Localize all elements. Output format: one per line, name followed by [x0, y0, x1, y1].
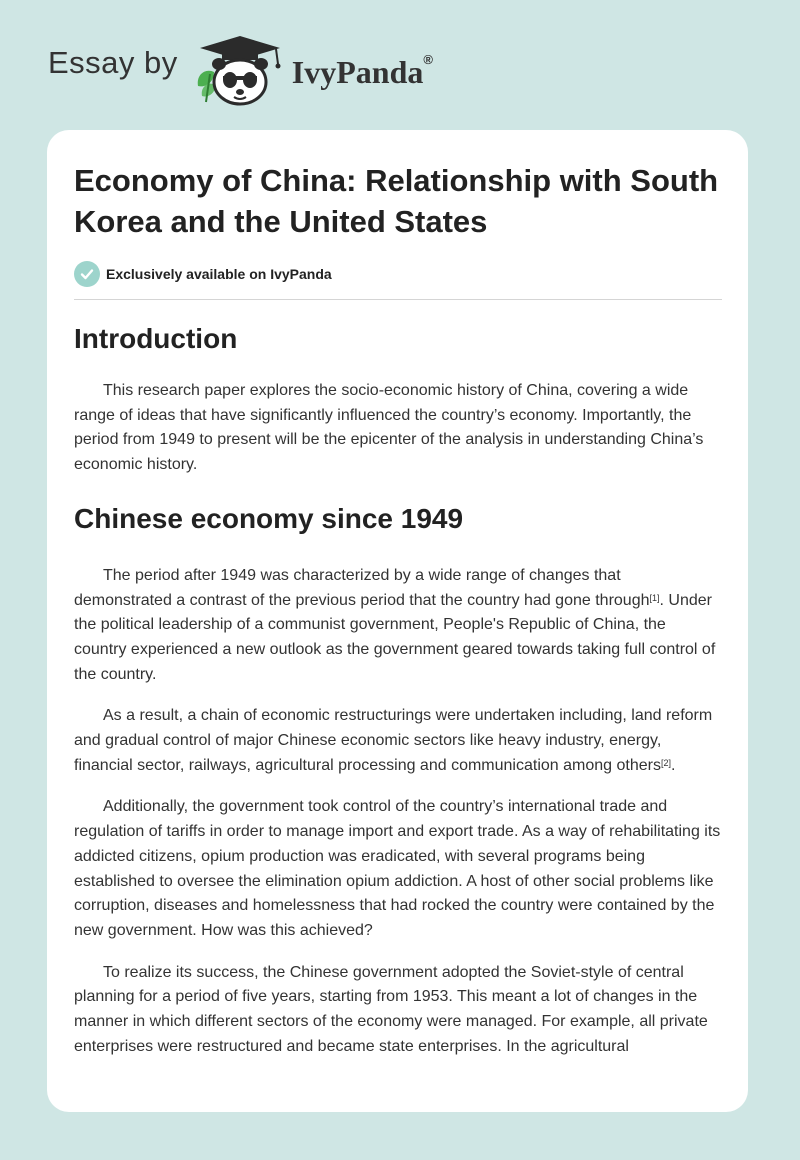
paragraph	[74, 564, 722, 688]
citation-link[interactable]: [2]	[660, 757, 671, 768]
paragraph: Additionally, the government took control of the country’s international trade and regulation of tariffs in order to manage import and export trade. As a way of rehabilitating its addicted citizens, opium production was eradicated, with several programs being established to oversee the elimination opium addiction. A host of other social problems like corruption, diseases and homelessness that had rocked the country were contained by the new government. How was this achieved?	[74, 798, 721, 939]
paragraph: To realize its success, the Chinese government adopted the Soviet-style of central planning for a period of five years, starting from 1953. This meant a lot of changes in the manner in which different sectors of the economy were managed. For example, all private enterprises were restructured and became state enterprises. In the agricultural	[74, 963, 708, 1055]
paragraph	[74, 704, 722, 778]
essay-by-label: Essay by	[48, 45, 178, 80]
brand-name[interactable]	[291, 51, 433, 91]
citation-link[interactable]: [1]	[649, 592, 660, 603]
exclusive-badge	[74, 261, 722, 287]
divider	[74, 299, 722, 300]
paragraph-text: . Under the political leadership of a communist government, People's Republic of China, the country experienced a new outlook as the government geared towards taking full control of the country.	[74, 591, 716, 683]
article-card	[47, 130, 748, 1112]
section-heading-introduction: Introduction	[74, 323, 238, 354]
registered-mark: ®	[423, 51, 433, 67]
section-heading-chinese-economy: Chinese economy since 1949	[74, 502, 464, 534]
paragraph-text: The period after 1949 was characterized by a wide range of changes that demonstrated a contrast of the previous period that the country had gone through	[74, 566, 650, 609]
site-header	[48, 30, 433, 110]
paragraph-text: As a result, a chain of economic restructurings were undertaken including, land reform and gradual control of major Chinese economic sectors like heavy industry, energy, financial sector, railways, agricultural processing and communication among others	[74, 707, 713, 774]
checkmark-icon	[74, 261, 100, 287]
paragraph: This research paper explores the socio-economic history of China, covering a wide range of ideas that have significantly influenced the country’s economy. Importantly, the period from 1949 to present will be the epicenter of the analysis in understanding China’s economic history.	[74, 382, 704, 474]
paragraph-text: .	[670, 756, 676, 774]
brand-text: IvyPanda	[291, 53, 424, 90]
exclusive-label: Exclusively available on IvyPanda	[106, 266, 332, 282]
article-title: Economy of China: Relationship with South Korea and the United States	[74, 163, 719, 239]
panda-logo-icon[interactable]	[192, 30, 288, 110]
